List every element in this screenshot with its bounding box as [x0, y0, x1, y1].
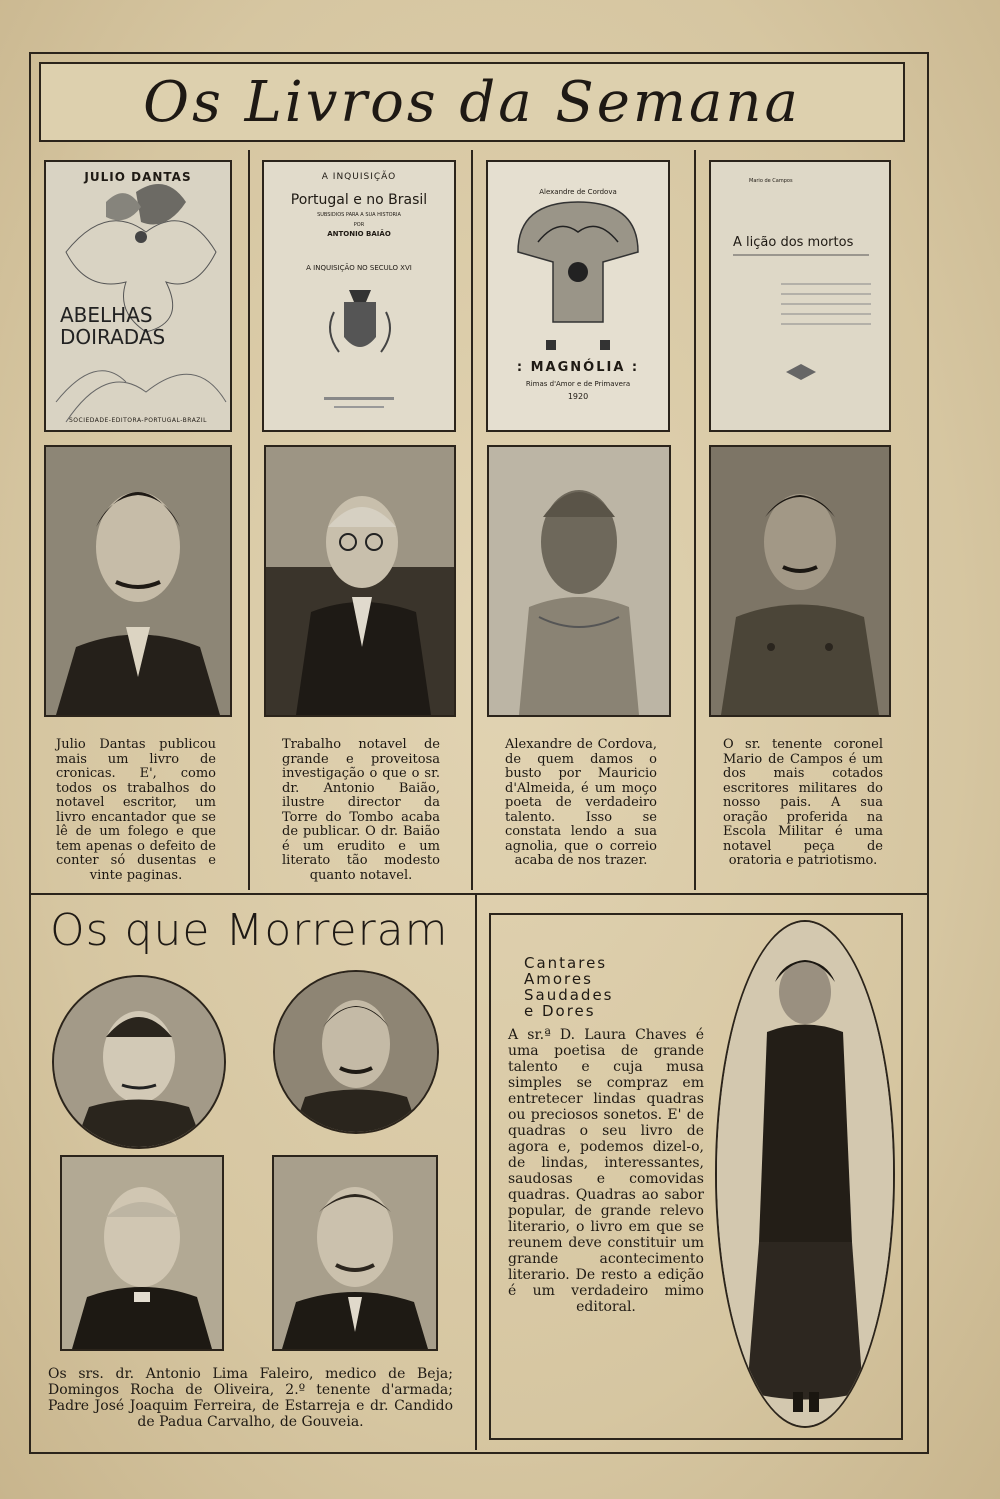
cover-subtitle: Rimas d'Amor e de Primavera [525, 380, 631, 388]
caption-julio-dantas: Julio Dantas publicou mais um livro de cronicas. E', como todos os trabalhos do notavel escritor, um livro encantador que se lê de um folego e que tem apenas o defeito de conter só dusentas e vinte paginas. [56, 737, 216, 883]
portrait-figure [711, 447, 889, 715]
cover-subtitle: SUBSIDIOS PARA A SUA HISTORIA [317, 212, 401, 218]
section-title-box [39, 62, 905, 142]
caption-antonio-baiao: Trabalho notavel de grande e proveitosa investigação o que o sr. dr. Antonio Baião, ilustre director da Torre do Tombo acaba de publicar. O dr. Baião é um erudito e um literato tão modesto quanto notavel. [282, 737, 440, 883]
portrait-figure [46, 447, 230, 715]
obituary-portrait-1 [52, 975, 226, 1149]
cover-text-lines [711, 162, 889, 430]
cover-author: ANTONIO BAIÃO [327, 230, 391, 238]
portrait-mario-de-campos [709, 445, 891, 717]
caption-mario-de-campos: O sr. tenente coronel Mario de Campos é um dos mais cotados escritores militares do nosso pais. A sua oração proferida na Escola Militar é uma notavel peça de oratoria e patriotismo. [723, 737, 883, 868]
butterfly-illustration [46, 162, 230, 430]
column-divider [248, 150, 250, 890]
obituary-portrait-4 [272, 1155, 438, 1351]
column-divider [471, 150, 473, 890]
cover-top-line: A INQUISIÇÃO [321, 172, 397, 182]
cover-year: 1920 [567, 392, 589, 401]
section-divider [29, 893, 927, 895]
cover-title: Portugal e no Brasil [290, 192, 428, 208]
book-cover-magnolia [486, 160, 670, 432]
cover-author: JULIO DANTAS [84, 170, 192, 184]
portrait-figure [62, 1157, 222, 1349]
book-cover-abelhas-doiradas [44, 160, 232, 432]
obituary-portrait-2 [273, 970, 439, 1134]
book-cover-inquisicao [262, 160, 456, 432]
cover-publisher: SOCIEDADE-EDITORA-PORTUGAL-BRAZIL [68, 417, 208, 424]
obituary-caption: Os srs. dr. Antonio Lima Faleiro, medico de Beja; Domingos Rocha de Oliveira, 2.º tenente d'armada; Padre José Joaquim Ferreira, de Estarreja e dr. Candido de Padua Carvalho, de Gouveia. [48, 1366, 453, 1430]
book-cover-licao-dos-mortos [709, 160, 891, 432]
feature-heading-line: Saudades [524, 986, 614, 1004]
feature-heading-line: e Dores [524, 1002, 596, 1020]
portrait-figure [275, 972, 437, 1132]
cover-by: POR [353, 222, 365, 228]
cover-author: Mario de Campos [749, 178, 793, 184]
portrait-figure [489, 447, 669, 715]
cover-title: : MAGNÓLIA : [516, 360, 640, 375]
column-divider [694, 150, 696, 890]
obituary-title: Os que Morreram [50, 905, 449, 956]
magnolia-illustration [488, 162, 668, 430]
cover-author: Alexandre de Cordova [539, 188, 617, 196]
portrait-figure [266, 447, 454, 715]
obituary-portrait-3 [60, 1155, 224, 1351]
feature-body: A sr.ª D. Laura Chaves é uma poetisa de grande talento e cuja musa simples se compraz em entretecer lindas quadras ou preciosos sonetos. E' de quadras o seu livro de agora e, podemos dizel-o, de lindas, interessantes, saudosas e comovidas quadras. Quadras ao sabor popular, de grande relevo literario, o livro em que se reunem deve constituir um grande acontecimento literario. De resto a edição é um verdadeiro mimo editoral. [508, 1027, 704, 1315]
portrait-antonio-baiao [264, 445, 456, 717]
cover-section: A INQUISIÇÃO NO SECULO XVI [306, 264, 412, 272]
portrait-laura-chaves [715, 920, 895, 1428]
portrait-figure [717, 922, 893, 1426]
bleed-through-text [930, 60, 938, 85]
cover-title-line-1: ABELHAS [60, 303, 153, 327]
cover-title: A lição dos mortos [733, 235, 854, 250]
cover-title [60, 304, 165, 348]
feature-heading-line: Cantares [524, 954, 608, 972]
section-title: Os Livros da Semana [143, 70, 801, 135]
portrait-figure [54, 977, 224, 1147]
feature-heading-line: Amores [524, 970, 593, 988]
portrait-figure [274, 1157, 436, 1349]
coat-of-arms-icon [264, 162, 454, 430]
column-divider [475, 895, 477, 1450]
cover-title-line-2: DOIRADAS [60, 325, 166, 349]
feature-heading [524, 955, 614, 1019]
portrait-julio-dantas [44, 445, 232, 717]
caption-alexandre-de-cordova: Alexandre de Cordova, de quem damos o busto por Mauricio d'Almeida, é um moço poeta de verdadeiro talento. Isso se constata lendo a sua agnolia, que o correio acaba de nos trazer. [505, 737, 657, 868]
portrait-alexandre-de-cordova-bust [487, 445, 671, 717]
